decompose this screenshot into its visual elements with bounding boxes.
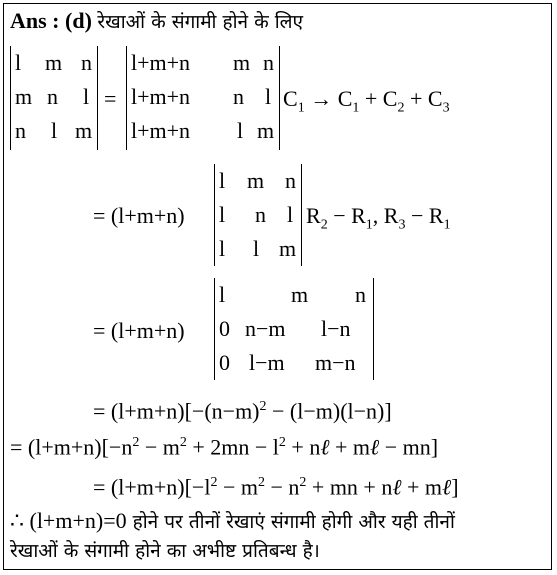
expansion-line-3: = $(l+m+n)[-l^2 - m^2 - n^2$ + mn + nℓ + mℓ] [93,474,459,500]
conclusion-line-1 [10,508,455,535]
determinant-reduced [214,278,374,380]
det3-cell: l [219,202,226,227]
det2-cell: m [233,50,251,75]
det4-cell: 0 [219,350,230,375]
answer-label: Ans : (d) [10,8,92,33]
column-operation: $C_1 \to C_1 + C_2 + C_3$ [283,86,450,116]
det2-cell: l+m+n [131,50,191,75]
det1-cell: n [81,50,92,75]
det3-cell: n [285,168,296,193]
det2-cell: l+m+n [131,118,191,143]
det2-cell: l+m+n [131,84,191,109]
det1-cell: l [15,50,22,75]
conclusion-line-2: रेखाओं के संगामी होने का अभीष्ट प्रतिबन्ध है। [10,540,320,562]
det1-cell: n [47,84,58,109]
determinant-column-op [126,46,280,150]
det4-cell: m [291,282,309,307]
factor-expression: = (l+m+n) [93,203,185,228]
det2-cell: l [237,118,244,143]
det1-cell: l [51,118,58,143]
det2-cell: l [265,84,272,109]
determinant-original [10,46,98,150]
det2-cell: n [263,50,274,75]
row-operation: $R_2 - R_1$, $R_3 - R_1$ [306,203,451,233]
expansion-line-1: = $(l+m+n)[-(n-m)^2 - (l-m)(l-n)]$ [93,398,392,424]
det3-cell: l [219,168,226,193]
det1-cell: n [15,118,26,143]
expansion-line-2: = $(l+m+n)[-n^2 - m^2 + 2mn - l^2$ + nℓ + mℓ − mn] [10,434,439,460]
det4-cell: l−m [249,350,285,375]
det3-cell: l [253,236,260,261]
det4-cell: l−n [321,316,351,341]
det3-cell: m [279,236,297,261]
det4-cell: n−m [245,316,286,341]
det1-cell: m [75,118,93,143]
det1-cell: l [83,84,90,109]
factor-expression-2: = (l+m+n) [93,318,185,343]
det4-cell: l [219,282,226,307]
det3-cell: n [255,202,266,227]
conclusion-text: होने पर तीनों रेखाएं संगामी होगी और यही तीनों [126,511,455,533]
det2-cell: n [233,84,244,109]
det4-cell: 0 [219,316,230,341]
det4-cell: n [355,282,366,307]
determinant-factored [214,164,302,266]
det3-cell: m [247,168,265,193]
det3-cell: l [287,202,294,227]
det1-cell: m [15,84,33,109]
answer-heading [10,8,303,35]
det2-cell: m [257,118,275,143]
det3-cell: l [219,236,226,261]
heading-text: रेखाओं के संगामी होने के लिए [97,11,304,33]
det4-cell: m−n [315,350,356,375]
conclusion-condition: ∴ (l+m+n)=0 [10,508,127,533]
equals-sign: = [104,86,117,111]
det1-cell: m [45,50,63,75]
